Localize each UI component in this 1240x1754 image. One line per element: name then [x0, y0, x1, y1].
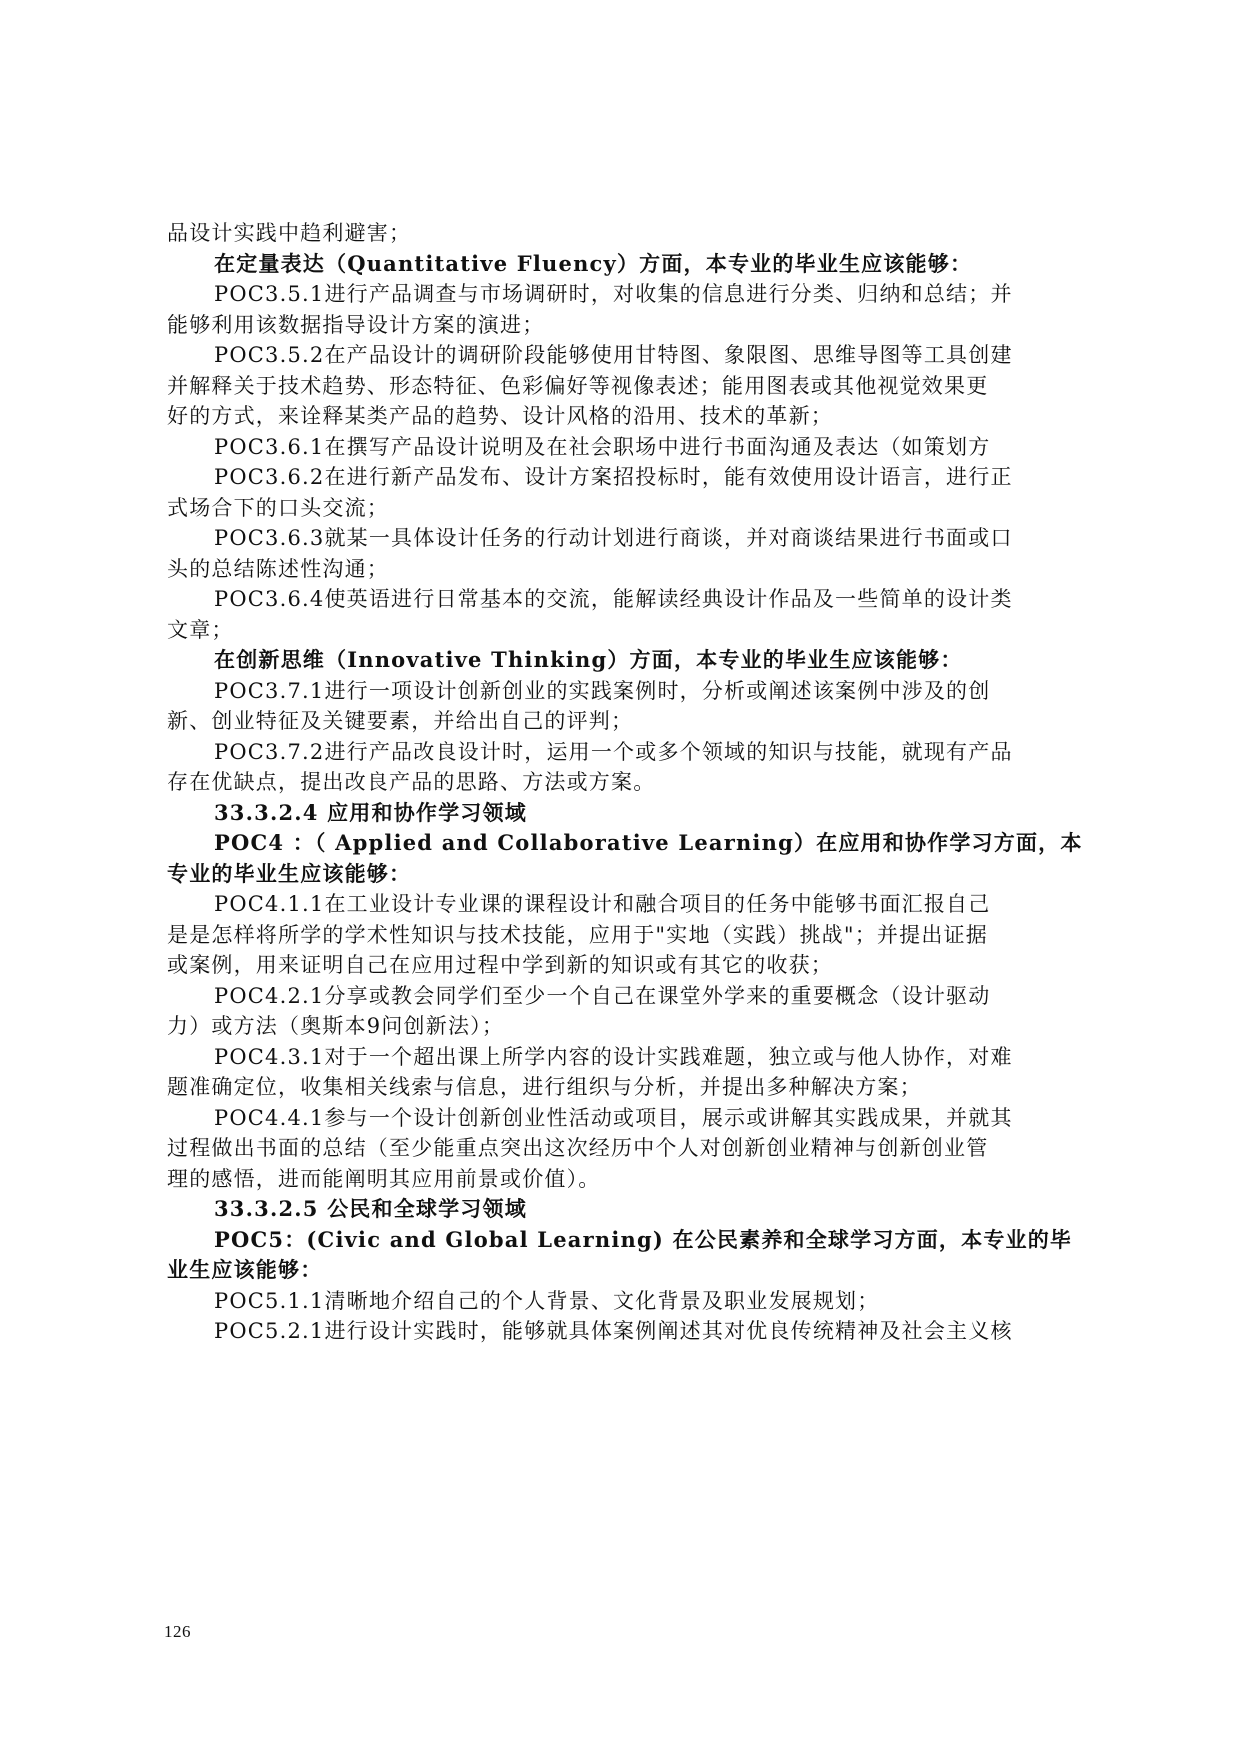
text-line: POC3.6.3就某一具体设计任务的行动计划进行商谈，并对商谈结果进行书面或口 — [214, 526, 1013, 550]
text-line: 题准确定位，收集相关线索与信息，进行组织与分析，并提出多种解决方案； — [167, 1075, 922, 1099]
text-line: POC4.1.1在工业设计专业课的课程设计和融合项目的任务中能够书面汇报自己 — [214, 892, 991, 916]
text-line: 理的感悟，进而能阐明其应用前景或价值）。 — [167, 1166, 601, 1191]
heading-line: POC4 ：（ Applied and Collaborative Learning）在应用和协作学习方面，本 — [214, 830, 1083, 855]
text-line: POC4.2.1分享或教会同学们至少一个自己在课堂外学来的重要概念（设计驱动 — [214, 983, 991, 1008]
heading-line: 33.3.2.5 公民和全球学习领域 — [214, 1196, 527, 1221]
heading-line: 业生应该能够： — [167, 1257, 323, 1282]
heading-line: 在定量表达（Quantitative Fluency）方面，本专业的毕业生应该能够： — [214, 250, 973, 276]
text-line: 头的总结陈述性沟通； — [167, 556, 389, 581]
text-line: POC3.7.2进行产品改良设计时，运用一个或多个领域的知识与技能，就现有产品 — [214, 739, 1013, 764]
text-line: 存在优缺点，提出改良产品的思路、方法或方案。 — [167, 770, 656, 794]
heading-line: 专业的毕业生应该能够： — [167, 860, 412, 886]
text-line: 过程做出书面的总结（至少能重点突出这次经历中个人对创新创业精神与创新创业管 — [167, 1136, 989, 1160]
text-line: 品设计实践中趋利避害； — [167, 221, 412, 245]
text-line: POC4.3.1对于一个超出课上所学内容的设计实践难题，独立或与他人协作，对难 — [214, 1044, 1013, 1069]
text-line: POC5.1.1清晰地介绍自己的个人背景、文化背景及职业发展规划； — [214, 1288, 880, 1313]
text-line: POC3.5.2在产品设计的调研阶段能够使用甘特图、象限图、思维导图等工具创建 — [214, 343, 1013, 367]
text-line: 是是怎样将所学的学术性知识与技术技能，应用于"实地（实践）挑战"；并提出证据 — [167, 922, 988, 947]
heading-line: 33.3.2.4 应用和协作学习领域 — [214, 799, 527, 825]
text-line: POC3.6.4使英语进行日常基本的交流，能解读经典设计作品及一些简单的设计类 — [214, 587, 1013, 611]
text-line: POC3.6.1在撰写产品设计说明及在社会职场中进行书面沟通及表达（如策划方 — [214, 434, 991, 459]
text-line: 力）或方法（奥斯本9问创新法）； — [167, 1014, 505, 1038]
text-line: 或案例，用来证明自己在应用过程中学到新的知识或有其它的收获； — [167, 953, 833, 977]
text-line: 文章； — [167, 617, 234, 642]
heading-line: POC5：(Civic and Global Learning) 在公民素养和全球学习方面，本专业的毕 — [214, 1226, 1073, 1252]
text-line: POC3.7.1进行一项设计创新创业的实践案例时，分析或阐述该案例中涉及的创 — [214, 678, 991, 703]
page-number: 126 — [164, 1622, 191, 1641]
text-line: POC3.6.2在进行新产品发布、设计方案招投标时，能有效使用设计语言，进行正 — [214, 465, 1013, 489]
text-line: POC5.2.1进行设计实践时，能够就具体案例阐述其对优良传统精神及社会主义核 — [214, 1319, 1013, 1343]
text-line: 能够利用该数据指导设计方案的演进； — [167, 312, 545, 337]
text-line: 式场合下的口头交流； — [167, 495, 389, 520]
text-line: POC4.4.1参与一个设计创新创业性活动或项目，展示或讲解其实践成果，并就其 — [214, 1105, 1013, 1130]
document-body — [167, 218, 1082, 1347]
text-line: POC3.5.1进行产品调查与市场调研时，对收集的信息进行分类、归纳和总结；并 — [214, 282, 1013, 306]
text-line: 并解释关于技术趋势、形态特征、色彩偏好等视像表述；能用图表或其他视觉效果更 — [167, 373, 989, 398]
text-line: 好的方式，来诠释某类产品的趋势、设计风格的沿用、技术的革新； — [167, 404, 833, 428]
heading-line: 在创新思维（Innovative Thinking）方面，本专业的毕业生应该能够： — [214, 647, 963, 672]
text-line: 新、创业特征及关键要素，并给出自己的评判； — [167, 709, 634, 733]
